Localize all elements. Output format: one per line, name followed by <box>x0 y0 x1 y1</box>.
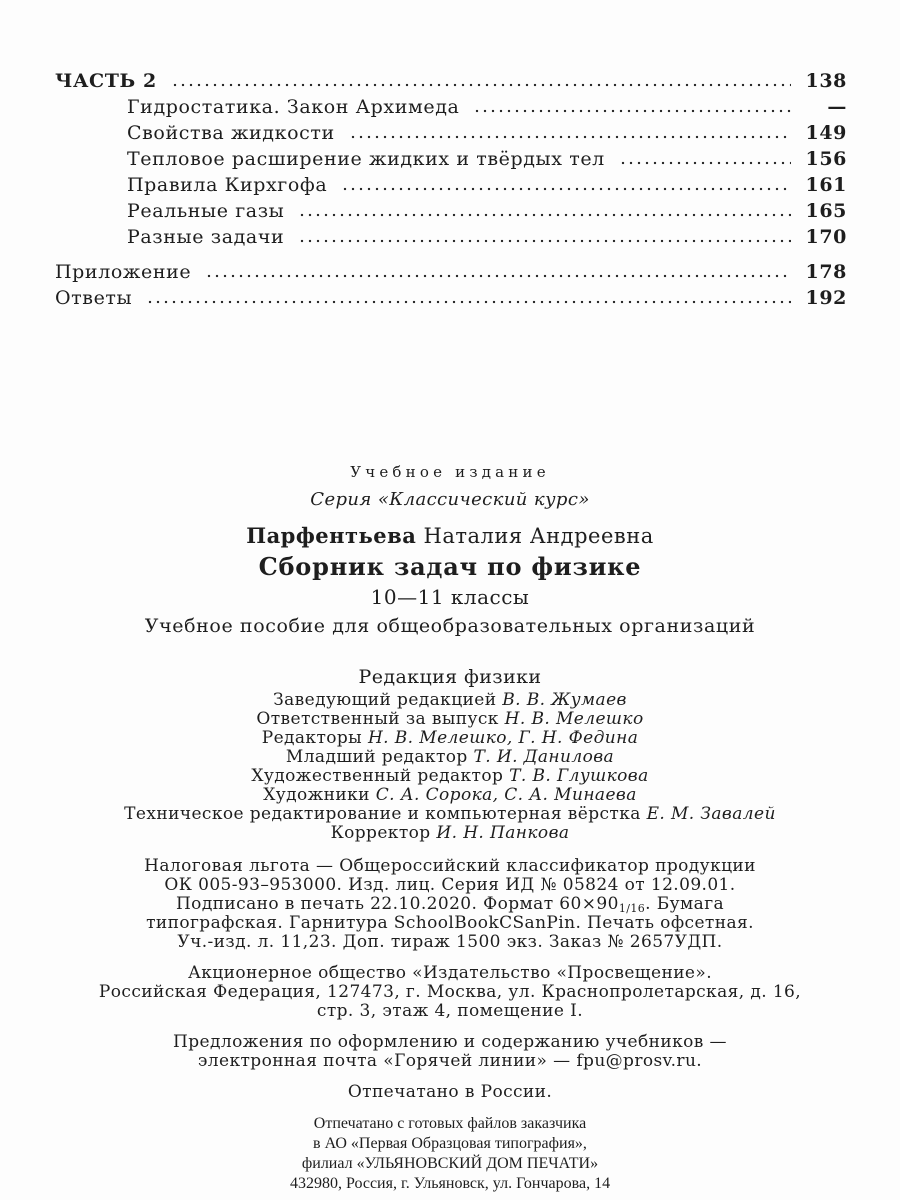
dot-leader <box>171 82 791 88</box>
editorial-office: Редакция физики <box>358 666 542 688</box>
contact-line: электронная почта «Горячей линии» — fpu@prosv.ru. <box>197 1051 703 1071</box>
toc-page-number: 192 <box>805 287 847 309</box>
imprint-block <box>0 460 900 1194</box>
credit-line <box>0 710 900 729</box>
toc-item-title: Гидростатика. Закон Архимеда <box>127 96 460 118</box>
toc-page-number: 178 <box>805 261 847 283</box>
credit-line <box>0 786 900 805</box>
credit-role: Корректор <box>330 823 431 843</box>
editorial-credits <box>0 663 900 843</box>
printer-info <box>0 1114 900 1194</box>
toc-page-number: 165 <box>805 200 847 222</box>
publisher-line: Российская Федерация, 127473, г. Москва, ул. Краснопролетарская, д. 16, <box>98 982 802 1002</box>
signed-line <box>0 895 900 914</box>
series-name: Серия «Классический курс» <box>310 489 590 510</box>
author-given-name: Наталия Андреевна <box>423 524 654 548</box>
credit-role: Художники <box>263 785 370 805</box>
toc-item-title: Свойства жидкости <box>127 122 335 144</box>
credit-line <box>0 691 900 710</box>
credit-names: С. А. Сорока, С. А. Минаева <box>375 785 637 805</box>
dot-leader <box>473 108 791 114</box>
credit-line <box>0 824 900 843</box>
credit-line <box>0 767 900 786</box>
credit-names: Е. М. Завалей <box>646 804 776 824</box>
book-type: Учебное пособие для общеобразовательных организаций <box>144 615 756 637</box>
toc-item-title: Приложение <box>55 261 192 283</box>
edition-type: Учебное издание <box>350 463 550 481</box>
credit-names: Т. В. Глушкова <box>509 766 649 786</box>
dot-leader <box>298 238 791 244</box>
author <box>0 521 900 551</box>
dot-leader <box>205 273 791 279</box>
credit-line <box>0 805 900 824</box>
credit-role: Заведующий редакцией <box>273 690 497 710</box>
credit-role: Техническое редактирование и компьютерная вёрстка <box>124 804 641 824</box>
toc-item-various-problems[interactable] <box>55 224 847 250</box>
dot-leader <box>341 186 791 192</box>
tax-line: ОК 005-93–953000. Изд. лиц. Серия ИД № 05824 от 12.09.01. <box>164 875 736 895</box>
printed-in: Отпечатано в России. <box>347 1082 553 1102</box>
toc-page-number: 161 <box>805 174 847 196</box>
book-title: Сборник задач по физике <box>258 552 642 581</box>
toc-item-title: Ответы <box>55 287 133 309</box>
toc-page-number: 149 <box>805 122 847 144</box>
toc-page-number: 170 <box>805 226 847 248</box>
printer-line: в АО «Первая Образцовая типография», <box>313 1135 587 1152</box>
table-of-contents <box>55 68 847 311</box>
toc-part-2[interactable] <box>55 68 847 94</box>
publisher-line: стр. 3, этаж 4, помещение I. <box>316 1001 584 1021</box>
credit-names: В. В. Жумаев <box>502 690 627 710</box>
contact-line: Предложения по оформлению и содержанию учебников — <box>173 1032 727 1052</box>
credit-line <box>0 729 900 748</box>
toc-item-real-gases[interactable] <box>55 198 847 224</box>
credit-role: Редакторы <box>261 728 363 748</box>
toc-page-number: — <box>827 96 847 118</box>
print-line: типографская. Гарнитура SchoolBookCSanPin. Печать офсетная. <box>146 913 754 933</box>
book-grades: 10—11 классы <box>370 585 530 609</box>
toc-item-title: Разные задачи <box>127 226 285 248</box>
dot-leader <box>619 160 791 166</box>
printer-line: 432980, Россия, г. Ульяновск, ул. Гончарова, 14 <box>289 1175 611 1192</box>
dot-leader <box>298 212 791 218</box>
signed-suffix: . Бумага <box>645 894 725 914</box>
printer-line: Отпечатано с готовых файлов заказчика <box>313 1115 587 1132</box>
credit-names: Н. В. Мелешко <box>504 709 644 729</box>
toc-page-number: 156 <box>805 148 847 170</box>
format-fraction: 1/16 <box>618 902 646 915</box>
toc-item-title: Правила Кирхгофа <box>127 174 328 196</box>
toc-item-title: Реальные газы <box>127 200 285 222</box>
toc-item-answers[interactable] <box>55 285 847 311</box>
credit-names: И. Н. Панкова <box>436 823 570 843</box>
toc-part-title: ЧАСТЬ 2 <box>55 70 157 92</box>
dot-leader <box>146 299 791 305</box>
signed-prefix: Подписано в печать 22.10.2020. Формат 60×90 <box>175 894 619 914</box>
publisher-line: Акционерное общество «Издательство «Просвещение». <box>187 963 712 983</box>
dot-leader <box>349 134 791 140</box>
toc-item-liquid-properties[interactable] <box>55 120 847 146</box>
credit-role: Художественный редактор <box>251 766 504 786</box>
toc-item-thermal-expansion[interactable] <box>55 146 847 172</box>
toc-item-appendix[interactable] <box>55 259 847 285</box>
tax-line: Налоговая льгота — Общероссийский классификатор продукции <box>144 856 756 876</box>
credit-role: Младший редактор <box>285 747 468 767</box>
toc-page-number: 138 <box>805 70 847 92</box>
publication-details <box>0 857 900 1102</box>
credit-line <box>0 748 900 767</box>
toc-item-kirchhoff[interactable] <box>55 172 847 198</box>
print-line: Уч.-изд. л. 11,23. Доп. тираж 1500 экз. Заказ № 2657УДП. <box>177 932 723 952</box>
credit-names: Т. И. Данилова <box>473 747 615 767</box>
toc-item-hydrostatics[interactable] <box>55 94 847 120</box>
author-surname: Парфентьева <box>246 523 417 548</box>
credit-role: Ответственный за выпуск <box>256 709 499 729</box>
toc-item-title: Тепловое расширение жидких и твёрдых тел <box>127 148 605 170</box>
printer-line: филиал «УЛЬЯНОВСКИЙ ДОМ ПЕЧАТИ» <box>301 1155 599 1172</box>
credit-names: Н. В. Мелешко, Г. Н. Федина <box>367 728 639 748</box>
